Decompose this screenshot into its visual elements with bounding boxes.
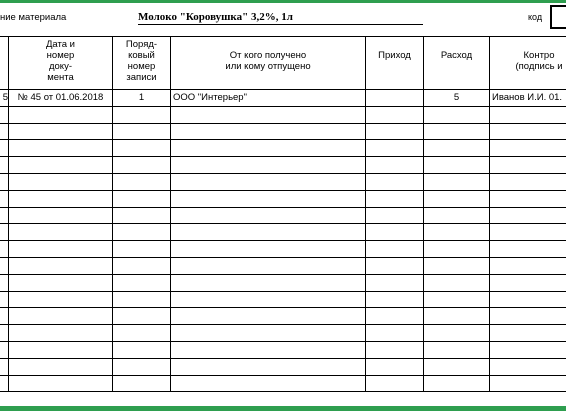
empty-cell xyxy=(490,207,566,224)
empty-cell xyxy=(366,358,424,375)
empty-cell xyxy=(171,308,366,325)
empty-cell xyxy=(9,123,113,140)
empty-cell xyxy=(366,375,424,392)
header-label-line: номер xyxy=(127,61,156,72)
table-row xyxy=(0,241,566,258)
header-label-line: номер xyxy=(46,50,75,61)
header-cell-control xyxy=(490,37,566,90)
empty-cell xyxy=(366,140,424,157)
table-row xyxy=(0,123,566,140)
empty-cell xyxy=(424,173,490,190)
header-label-line: Поряд- xyxy=(125,39,158,50)
empty-cell xyxy=(366,291,424,308)
empty-cell xyxy=(113,106,171,123)
table-row xyxy=(0,140,566,157)
empty-cell xyxy=(9,157,113,174)
green-top-border xyxy=(0,0,566,3)
empty-cell xyxy=(0,190,9,207)
empty-cell xyxy=(9,274,113,291)
empty-cell xyxy=(113,358,171,375)
empty-cell xyxy=(366,157,424,174)
header-cell-party xyxy=(171,37,366,90)
empty-cell xyxy=(171,207,366,224)
code-label: код xyxy=(528,12,543,22)
table-row xyxy=(0,173,566,190)
empty-cell xyxy=(490,375,566,392)
header-label-line xyxy=(490,39,566,50)
empty-cell xyxy=(9,224,113,241)
empty-cell xyxy=(424,207,490,224)
empty-cell xyxy=(0,375,9,392)
table-row xyxy=(0,291,566,308)
table-row xyxy=(0,157,566,174)
table-row xyxy=(0,224,566,241)
empty-cell xyxy=(171,190,366,207)
header-cell-seq xyxy=(113,37,171,90)
empty-cell xyxy=(171,358,366,375)
empty-cell xyxy=(113,257,171,274)
empty-cell xyxy=(113,207,171,224)
row-cell-expense: 5 xyxy=(424,90,490,107)
empty-cell xyxy=(490,308,566,325)
header-cell-expense xyxy=(424,37,490,90)
empty-cell xyxy=(0,325,9,342)
empty-cell xyxy=(9,207,113,224)
empty-cell xyxy=(366,241,424,258)
empty-cell xyxy=(113,325,171,342)
empty-cell xyxy=(424,241,490,258)
code-box xyxy=(550,5,566,29)
empty-cell xyxy=(0,157,9,174)
table-row xyxy=(0,207,566,224)
empty-cell xyxy=(490,140,566,157)
empty-cell xyxy=(424,341,490,358)
header-cell-0 xyxy=(0,37,9,90)
row-cell-seq: 1 xyxy=(113,90,171,107)
empty-cell xyxy=(113,241,171,258)
empty-cell xyxy=(424,274,490,291)
empty-cell xyxy=(113,308,171,325)
empty-cell xyxy=(0,291,9,308)
empty-cell xyxy=(490,106,566,123)
empty-cell xyxy=(0,257,9,274)
row-cell-party: ООО "Интерьер" xyxy=(171,90,366,107)
empty-cell xyxy=(424,140,490,157)
empty-cell xyxy=(366,341,424,358)
empty-cell xyxy=(171,173,366,190)
empty-cell xyxy=(0,308,9,325)
empty-cell xyxy=(9,241,113,258)
empty-cell xyxy=(366,325,424,342)
empty-cell xyxy=(113,140,171,157)
empty-cell xyxy=(366,207,424,224)
table-header-row xyxy=(0,37,566,90)
empty-cell xyxy=(490,173,566,190)
empty-cell xyxy=(171,123,366,140)
empty-cell xyxy=(113,341,171,358)
empty-cell xyxy=(113,274,171,291)
empty-rows xyxy=(0,106,566,392)
empty-cell xyxy=(366,173,424,190)
empty-cell xyxy=(113,157,171,174)
header-label-line: Дата и xyxy=(46,39,75,50)
empty-cell xyxy=(0,224,9,241)
empty-cell xyxy=(171,274,366,291)
empty-cell xyxy=(424,375,490,392)
row-cell-index: 5 xyxy=(0,90,9,107)
empty-cell xyxy=(171,257,366,274)
header-label-line: или кому отпущено xyxy=(225,61,311,72)
empty-cell xyxy=(9,106,113,123)
empty-cell xyxy=(171,224,366,241)
table-row xyxy=(0,90,566,107)
table-row xyxy=(0,257,566,274)
header-label-line: мента xyxy=(47,72,74,83)
empty-cell xyxy=(171,157,366,174)
header-label-line: Приход xyxy=(378,50,411,61)
header-cell-date xyxy=(9,37,113,90)
empty-cell xyxy=(424,325,490,342)
empty-cell xyxy=(490,325,566,342)
empty-cell xyxy=(171,375,366,392)
empty-cell xyxy=(113,291,171,308)
empty-cell xyxy=(366,224,424,241)
header-label-line xyxy=(424,39,489,50)
empty-cell xyxy=(424,190,490,207)
empty-cell xyxy=(113,224,171,241)
header-cell-income xyxy=(366,37,424,90)
empty-cell xyxy=(9,325,113,342)
table-row xyxy=(0,106,566,123)
green-bottom-border xyxy=(0,406,566,411)
empty-cell xyxy=(424,224,490,241)
empty-cell xyxy=(490,241,566,258)
header-label-line: Расход xyxy=(440,50,473,61)
empty-cell xyxy=(9,190,113,207)
table-row xyxy=(0,190,566,207)
empty-cell xyxy=(113,173,171,190)
empty-cell xyxy=(490,274,566,291)
table-row xyxy=(0,375,566,392)
empty-cell xyxy=(0,123,9,140)
empty-cell xyxy=(0,140,9,157)
empty-cell xyxy=(171,241,366,258)
empty-cell xyxy=(490,291,566,308)
empty-cell xyxy=(490,358,566,375)
header-label-line: (подпись и xyxy=(515,61,563,72)
empty-cell xyxy=(0,358,9,375)
empty-cell xyxy=(171,291,366,308)
empty-cell xyxy=(171,325,366,342)
empty-cell xyxy=(171,341,366,358)
empty-cell xyxy=(9,291,113,308)
empty-cell xyxy=(424,123,490,140)
header-label-line: ковый xyxy=(128,50,155,61)
empty-cell xyxy=(9,375,113,392)
header-label-line: доку- xyxy=(48,61,72,72)
empty-cell xyxy=(366,308,424,325)
empty-cell xyxy=(424,358,490,375)
empty-cell xyxy=(366,190,424,207)
material-ledger-table xyxy=(0,36,566,392)
empty-cell xyxy=(490,123,566,140)
header-label-line xyxy=(171,39,365,50)
empty-cell xyxy=(366,123,424,140)
empty-cell xyxy=(490,257,566,274)
empty-cell xyxy=(9,140,113,157)
empty-cell xyxy=(0,341,9,358)
empty-cell xyxy=(9,341,113,358)
empty-cell xyxy=(366,106,424,123)
row-cell-income xyxy=(366,90,424,107)
header-label-line xyxy=(0,39,8,50)
empty-cell xyxy=(366,257,424,274)
header-label-line: записи xyxy=(126,72,157,83)
empty-cell xyxy=(366,274,424,291)
empty-cell xyxy=(0,274,9,291)
empty-cell xyxy=(490,157,566,174)
empty-cell xyxy=(490,341,566,358)
empty-cell xyxy=(424,257,490,274)
table-row xyxy=(0,358,566,375)
header-label-line: От кого получено xyxy=(229,50,307,61)
empty-cell xyxy=(113,190,171,207)
table-row xyxy=(0,274,566,291)
table-row xyxy=(0,341,566,358)
empty-cell xyxy=(424,291,490,308)
empty-cell xyxy=(490,224,566,241)
empty-cell xyxy=(113,123,171,140)
empty-cell xyxy=(9,257,113,274)
empty-cell xyxy=(424,308,490,325)
empty-cell xyxy=(9,308,113,325)
empty-cell xyxy=(490,190,566,207)
row-cell-doc: № 45 от 01.06.2018 xyxy=(9,90,113,107)
empty-cell xyxy=(0,106,9,123)
empty-cell xyxy=(9,173,113,190)
material-name-value: Молоко "Коровушка" 3,2%, 1л xyxy=(138,11,423,25)
empty-cell xyxy=(113,375,171,392)
empty-cell xyxy=(0,173,9,190)
empty-cell xyxy=(424,106,490,123)
material-name-label: ние материала xyxy=(0,12,67,23)
empty-cell xyxy=(171,140,366,157)
empty-cell xyxy=(0,207,9,224)
empty-cell xyxy=(9,358,113,375)
empty-cell xyxy=(424,157,490,174)
row-cell-control: Иванов И.И. 01. xyxy=(490,90,566,107)
header-label-line xyxy=(366,39,423,50)
header-label-line: Контро xyxy=(523,50,555,61)
empty-cell xyxy=(171,106,366,123)
table-row xyxy=(0,308,566,325)
table-row xyxy=(0,325,566,342)
empty-cell xyxy=(0,241,9,258)
